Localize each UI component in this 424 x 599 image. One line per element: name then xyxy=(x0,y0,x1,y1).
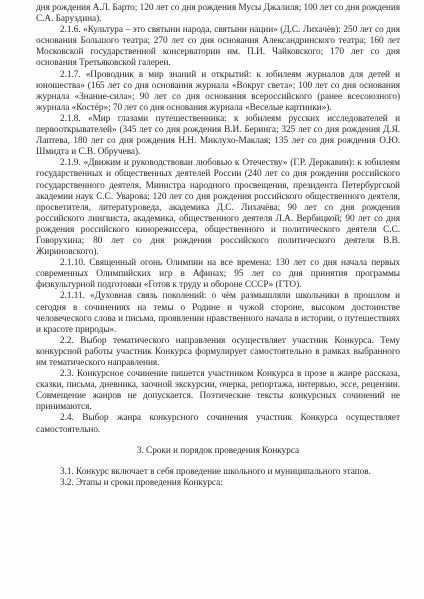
paragraph-continuation: дня рождения А.Л. Барто; 120 лет со дня рождения Мусы Джалиля; 100 лет со дня рождения С.А. Баруздина). xyxy=(36,3,400,25)
paragraph-2-1-9: 2.1.9. «Движим и руководствован любовью к Отечеству» (Г.Р. Державин): к юбилеям государственных и общественных деятелей России (240 лет со дня рождения российского государственного деятеля, Министра народного просвещения, президента Петербургской академии наук С.С. Уварова; 120 лет со дня рождения российского общественного деятеля, просветителя, литературоведа, академика Д.С. Лихачёва; 90 лет со дня рождения российского лингвиста, академика, общественного деятеля Л.А. Вербицкой; 90 лет со дня рождения российского кинорежиссера, общественного и политического деятеля С.С. Говорухина; 80 лет со дня рождения российского политического деятеля В.В. Жириновского). xyxy=(36,158,400,258)
paragraph-2-1-8: 2.1.8. «Мир глазами путешественника: к юбилеям русских исследователей и первооткрывателей» (345 лет со дня рождения В.И. Беринга; 325 лет со дня рождения Д.Я. Лаптева, 180 лет со дня рождения Н.Н. Миклухо-Маклая; 135 лет со дня рождения О.Ю. Шмидта и С.В. Обручева). xyxy=(36,113,400,158)
paragraph-2-3: 2.3. Конкурсное сочинение пишется участником Конкурса в прозе в жанре рассказа, сказки, письма, дневника, заочной экскурсии, очерка, репортажа, интервью, эссе, рецензии. Совмещение жанров не допускается. Поэтические тексты конкурсных сочинений не принимаются. xyxy=(36,369,400,413)
document-body xyxy=(36,3,400,489)
paragraph-2-1-10: 2.1.10. Священный огонь Олимпии на все времена: 130 лет со дня начала первых современных Олимпийских игр в Афинах; 95 лет со дня принятия программы физкультурной подготовки «Готов к труду и обороне СССР» (ГТО). xyxy=(36,258,400,291)
paragraph-2-4: 2.4. Выбор жанра конкурсного сочинения участник Конкурса осуществляет самостоятельно. xyxy=(36,413,400,435)
paragraph-3-1: 3.1. Конкурс включает в себя проведение школьного и муниципального этапов. xyxy=(60,466,371,477)
paragraph-2-1-11: 2.1.11. «Духовная связь поколений: о чём размышляли школьники в прошлом и сегодня в сочинениях на темы о Родине и чужой стороне, высоком достоинстве человеческого слова и письма, проявлении нравственного начала в истории, о путешествиях и красоте природы». xyxy=(36,291,400,335)
section-spacer xyxy=(36,436,400,446)
section-spacer xyxy=(36,457,400,467)
paragraph-2-1-7: 2.1.7. «Проводник в мир знаний и открытий: к юбилеям журналов для детей и юношества» (165 лет со дня основания журнала «Вокруг света»; 100 лет со дня основания журнала «Знание-сила»; 90 лет со дня основания всероссийского (ранее всесоюзного) журнала «Костёр»; 70 лет со дня основания журнала «Веселые картинки»). xyxy=(36,69,400,113)
paragraph-2-1-6: 2.1.6. «Культура – это святыни народа, святыни нации» (Д.С. Лихачёв): 250 лет со дня основания Большого театра; 270 лет со дня основания Александринского театра; 160 лет Московской государственной консерватории им. П.И. Чайковского; 170 лет со дня основания Третьяковской галереи. xyxy=(36,25,400,69)
section-3-heading: 3. Сроки и порядок проведения Конкурса xyxy=(136,445,300,456)
paragraph-3-2: 3.2. Этапы и сроки проведения Конкурса: xyxy=(60,477,223,488)
paragraph-2-2: 2.2. Выбор тематического направления осуществляет участник Конкурса. Тему конкурсной работы участник Конкурса формулирует самостоятельно в рамках выбранного им тематического направления. xyxy=(36,335,400,368)
